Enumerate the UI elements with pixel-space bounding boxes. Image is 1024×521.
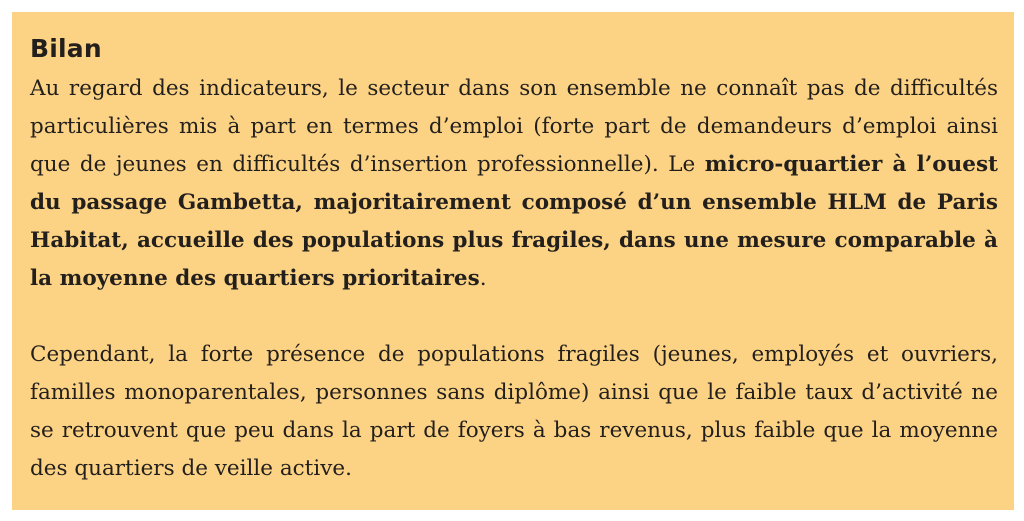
paragraph-1-text-a: Au regard des indicateurs, le secteur dans son ensemble ne connaît pas de difficultés particulières mis à part en termes d’emploi (forte part de demandeurs d’emploi ainsi que de jeunes en difficultés d’insertion professionnelle). Le (30, 76, 998, 177)
bilan-box (12, 12, 1014, 510)
box-title: Bilan (30, 34, 102, 63)
paragraph-1-text-b: . (479, 266, 487, 291)
paragraph-1 (30, 70, 998, 298)
paragraph-2: Cependant, la forte présence de populations fragiles (jeunes, employés et ouvriers, familles monoparentales, personnes sans diplôme) ainsi que le faible taux d’activité ne se retrouvent que peu dans la part de foyers à bas revenus, plus faible que la moyenne des quartiers de veille active. (30, 342, 998, 481)
paragraph-1-bold-text: micro-quartier à l’ouest du passage Gambetta, majoritairement composé d’un ensemble HLM de Paris Habitat, accueille des populations plus fragiles, dans une mesure comparable à la moyenne des quartiers prioritaires (30, 152, 998, 291)
